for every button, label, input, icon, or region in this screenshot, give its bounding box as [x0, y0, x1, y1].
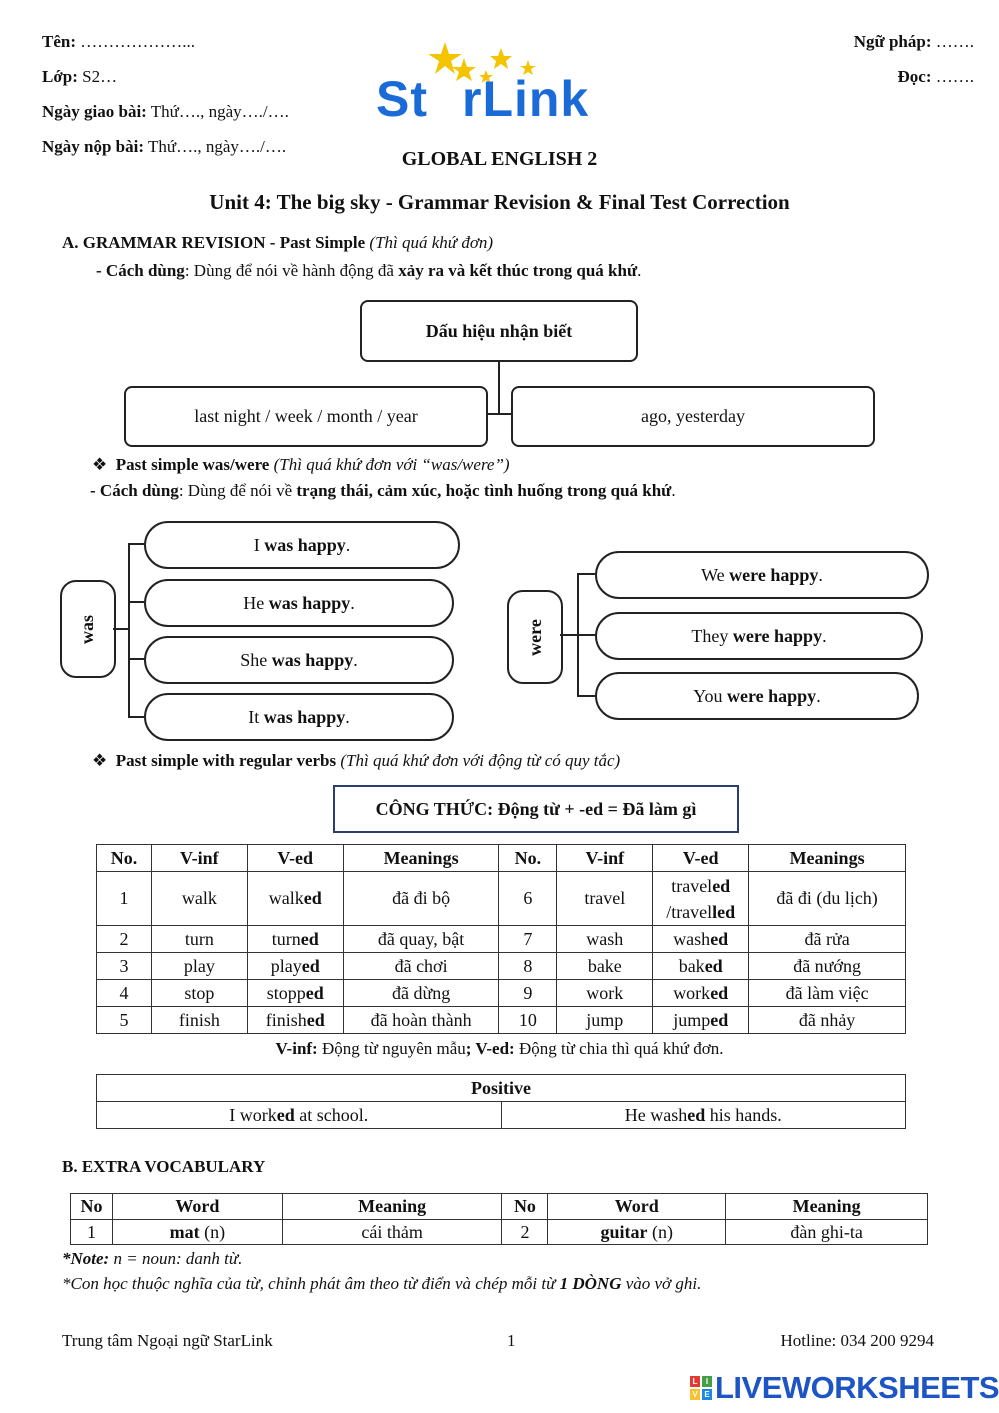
- liveworksheets-watermark: L I V E LIVEWORKSHEETS: [690, 1370, 999, 1406]
- table-row: [97, 953, 906, 980]
- unit-title: Unit 4: The big sky - Grammar Revision & Final Test Correction: [209, 190, 790, 214]
- table-cell: jump: [557, 1007, 653, 1034]
- table-cell: đàn ghi-ta: [726, 1220, 928, 1245]
- usage-line: - Cách dùng: Dùng để nói về hành động đã xảy ra và kết thúc trong quá khứ.: [96, 261, 642, 280]
- reading-score-field: Đọc: …….: [897, 67, 974, 86]
- table-cell: jumped: [653, 1007, 749, 1034]
- table-cell: bake: [557, 953, 653, 980]
- table-cell: mat (n): [112, 1220, 282, 1245]
- table-cell: stopped: [247, 980, 343, 1007]
- column-header: V-ed: [653, 845, 749, 872]
- starlink-logo: St rLink: [376, 48, 626, 128]
- connector-line: [128, 601, 144, 603]
- positive-table: [96, 1074, 906, 1129]
- connector-line: [128, 716, 144, 718]
- connector-line: [113, 628, 129, 630]
- table-cell: đã rửa: [749, 926, 906, 953]
- page-number: 1: [507, 1331, 516, 1350]
- table-cell: baked: [653, 953, 749, 980]
- table-cell: 5: [97, 1007, 152, 1034]
- table-cell: washed: [653, 926, 749, 953]
- table-cell: work: [557, 980, 653, 1007]
- table-cell: 7: [499, 926, 557, 953]
- table-header-row: [71, 1194, 928, 1220]
- were-item: We were happy .: [595, 551, 929, 599]
- table-cell: guitar (n): [548, 1220, 726, 1245]
- table-cell: đã nướng: [749, 953, 906, 980]
- table-cell: wash: [557, 926, 653, 953]
- table-row: [97, 1007, 906, 1034]
- noun-note: *Note: n = noun: danh từ.: [62, 1249, 243, 1268]
- column-header: Meaning: [282, 1194, 502, 1220]
- table-cell: 8: [499, 953, 557, 980]
- column-header: No: [502, 1194, 548, 1220]
- connector-line: [577, 695, 595, 697]
- table-cell: 2: [97, 926, 152, 953]
- table-cell: turned: [247, 926, 343, 953]
- positive-header: Positive: [97, 1075, 906, 1102]
- column-header: No.: [499, 845, 557, 872]
- was-item: I was happy .: [144, 521, 460, 569]
- liveworksheets-logo-icon: L I V E: [690, 1376, 712, 1400]
- positive-example: He washed his hands.: [501, 1102, 906, 1129]
- column-header: No.: [97, 845, 152, 872]
- table-cell: đã chơi: [343, 953, 499, 980]
- grammar-score-field: Ngữ pháp: …….: [853, 32, 974, 51]
- connector-line: [128, 543, 144, 545]
- diamond-bullet-icon: ❖: [92, 455, 108, 474]
- table-cell: play: [151, 953, 247, 980]
- course-title: GLOBAL ENGLISH 2: [401, 148, 598, 170]
- table-row: [97, 1102, 906, 1129]
- column-header: Meanings: [343, 845, 499, 872]
- table-cell: walked: [247, 872, 343, 926]
- table-cell: 9: [499, 980, 557, 1007]
- column-header: V-ed: [247, 845, 343, 872]
- footer-center-name: Trung tâm Ngoại ngữ StarLink: [62, 1331, 273, 1350]
- signal-title-box: Dấu hiệu nhận biết: [360, 300, 638, 362]
- was-item: He was happy .: [144, 579, 454, 627]
- table-cell: cái thảm: [282, 1220, 502, 1245]
- table-cell: turn: [151, 926, 247, 953]
- table-cell: đã nhảy: [749, 1007, 906, 1034]
- table-cell: 4: [97, 980, 152, 1007]
- table-cell: 6: [499, 872, 557, 926]
- table-cell: travel: [557, 872, 653, 926]
- connector-line: [128, 658, 144, 660]
- connector-line: [577, 573, 595, 575]
- formula-box: CÔNG THỨC: Động từ + -ed = Đã làm gì: [333, 785, 739, 833]
- table-cell: stop: [151, 980, 247, 1007]
- signal-left-box: last night / week / month / year: [124, 386, 488, 447]
- were-box: were: [507, 590, 563, 684]
- column-header: V-inf: [151, 845, 247, 872]
- table-cell: đã đi (du lịch): [749, 872, 906, 926]
- column-header: Meaning: [726, 1194, 928, 1220]
- table-cell: 1: [71, 1220, 113, 1245]
- table-row: [97, 980, 906, 1007]
- class-field: Lớp: S2…: [42, 67, 118, 86]
- table-cell: đã hoàn thành: [343, 1007, 499, 1034]
- verb-table: [96, 844, 906, 1034]
- table-cell: worked: [653, 980, 749, 1007]
- were-item: You were happy .: [595, 672, 919, 720]
- connector-line: [487, 413, 511, 415]
- table-cell: finish: [151, 1007, 247, 1034]
- regular-verbs-heading: ❖ Past simple with regular verbs (Thì quá khứ đơn với động từ có quy tắc): [92, 751, 621, 770]
- table-cell: đã đi bộ: [343, 872, 499, 926]
- section-a-heading: A. GRAMMAR REVISION - Past Simple (Thì quá khứ đơn): [62, 233, 494, 252]
- table-cell: traveled /travelled: [653, 872, 749, 926]
- vocab-table: [70, 1193, 928, 1245]
- table-header-row: [97, 845, 906, 872]
- table-cell: 3: [97, 953, 152, 980]
- verb-form-note: V-inf: Động từ nguyên mẫu; V-ed: Động từ chia thì quá khứ đơn.: [275, 1039, 724, 1058]
- was-item: She was happy .: [144, 636, 454, 684]
- table-cell: đã làm việc: [749, 980, 906, 1007]
- table-cell: đã quay, bật: [343, 926, 499, 953]
- table-cell: walk: [151, 872, 247, 926]
- table-row: [97, 926, 906, 953]
- table-cell: 1: [97, 872, 152, 926]
- connector-line: [498, 360, 500, 414]
- signal-right-box: ago, yesterday: [511, 386, 875, 447]
- table-cell: 10: [499, 1007, 557, 1034]
- submit-date-field: Ngày nộp bài: Thứ…., ngày…./….: [42, 137, 287, 156]
- assign-date-field: Ngày giao bài: Thứ…., ngày…./….: [42, 102, 289, 121]
- table-row: [71, 1220, 928, 1245]
- column-header: V-inf: [557, 845, 653, 872]
- table-cell: played: [247, 953, 343, 980]
- connector-line: [128, 543, 130, 717]
- were-item: They were happy .: [595, 612, 923, 660]
- was-box: was: [60, 580, 116, 678]
- column-header: Word: [112, 1194, 282, 1220]
- column-header: Word: [548, 1194, 726, 1220]
- logo-star-icon: [428, 40, 462, 80]
- waswere-heading: ❖ Past simple was/were (Thì quá khứ đơn với “was/were”): [92, 455, 510, 474]
- table-cell: 2: [502, 1220, 548, 1245]
- table-cell: đã dừng: [343, 980, 499, 1007]
- connector-line: [560, 634, 578, 636]
- study-note: *Con học thuộc nghĩa của từ, chỉnh phát âm theo từ điển và chép mỗi từ 1 DÒNG vào vở ghi.: [62, 1274, 702, 1293]
- footer-hotline: Hotline: 034 200 9294: [780, 1331, 934, 1350]
- waswere-usage: - Cách dùng: Dùng để nói về trạng thái, cảm xúc, hoặc tình huống trong quá khứ.: [90, 481, 676, 500]
- name-field: Tên: ………………...: [42, 32, 195, 51]
- column-header: Meanings: [749, 845, 906, 872]
- diamond-bullet-icon: ❖: [92, 751, 108, 770]
- table-row: [97, 872, 906, 926]
- section-b-heading: B. EXTRA VOCABULARY: [62, 1157, 266, 1176]
- was-item: It was happy .: [144, 693, 454, 741]
- table-cell: finished: [247, 1007, 343, 1034]
- connector-line: [577, 634, 595, 636]
- positive-example: I worked at school.: [97, 1102, 502, 1129]
- column-header: No: [71, 1194, 113, 1220]
